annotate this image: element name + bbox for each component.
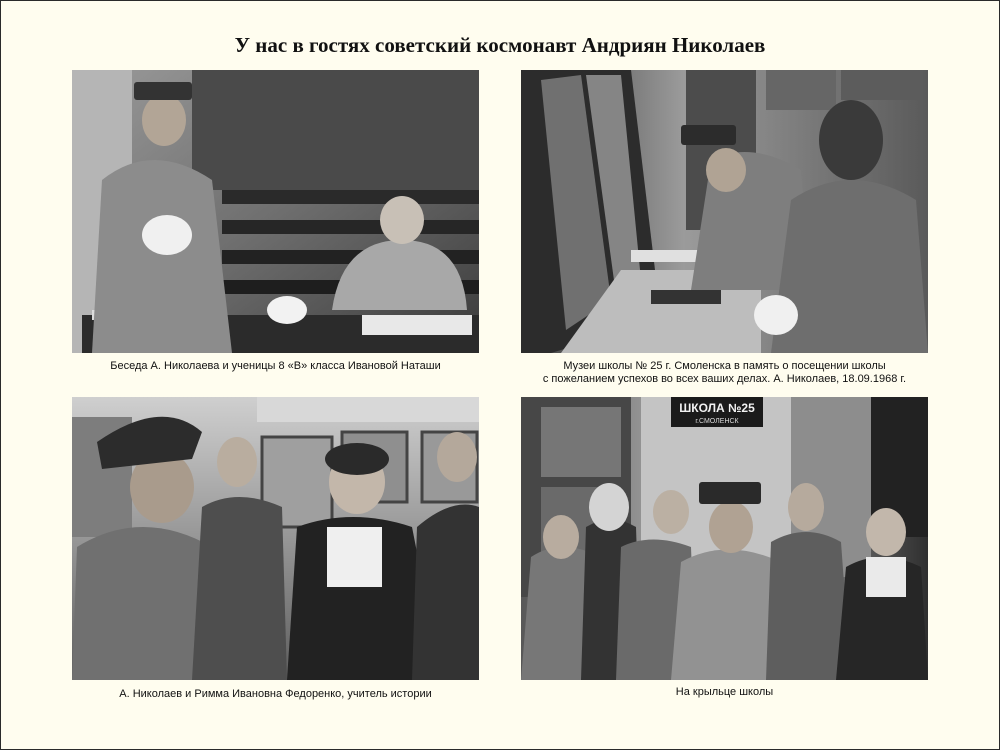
photo-teacher [72, 397, 479, 680]
porch-photo-image [521, 397, 928, 680]
school-sign-text: ШКОЛА №25 [679, 401, 755, 415]
photo-porch [521, 397, 928, 680]
caption-line: Музеи школы № 25 г. Смоленска в память о посещении школы [563, 360, 886, 372]
page-title: У нас в гостях советский космонавт Андриян Николаев [234, 33, 766, 57]
caption-porch [521, 686, 928, 699]
classroom-photo-image [72, 70, 479, 353]
caption-line: Беседа А. Николаева и ученицы 8 «В» класса Ивановой Наташи [110, 360, 441, 372]
museum-photo-image [521, 70, 928, 353]
photo-museum [521, 70, 928, 353]
caption-teacher [72, 688, 479, 701]
caption-line: с пожеланием успехов во всех ваших делах. А. Николаев, 18.09.1968 г. [542, 373, 907, 385]
teacher-photo-image [72, 397, 479, 680]
photo-classroom [72, 70, 479, 353]
caption-line: А. Николаев и Римма Ивановна Федоренко, учитель истории [119, 688, 432, 700]
caption-museum [501, 360, 948, 386]
caption-classroom [72, 360, 479, 373]
school-sign-subtext: г.СМОЛЕНСК [695, 418, 739, 425]
caption-line: На крыльце школы [675, 686, 774, 698]
